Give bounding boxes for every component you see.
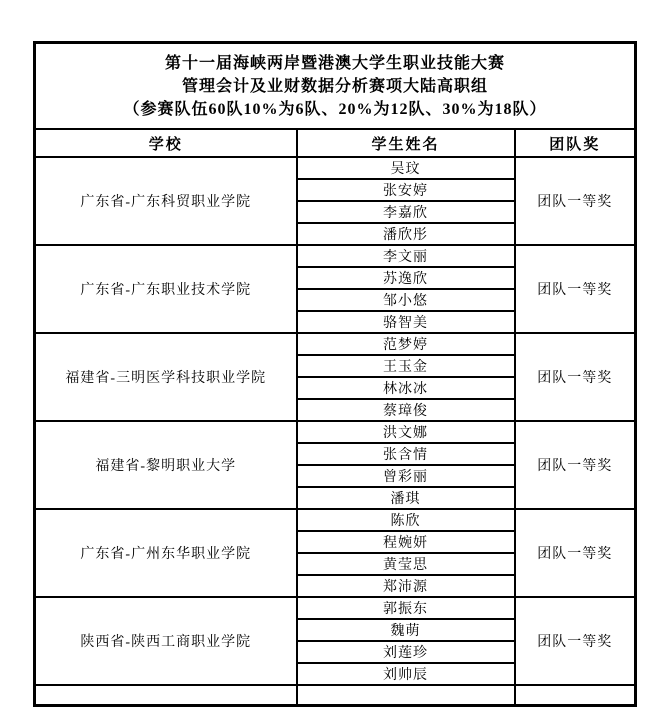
col-header-team-award: 团队奖 [515, 129, 636, 157]
student-name-cell: 刘莲珍 [297, 641, 515, 663]
student-name-cell: 曾彩丽 [297, 465, 515, 487]
title-line-2: 管理会计及业财数据分析赛项大陆高职组 [182, 77, 489, 95]
student-name-cell-partial [297, 685, 515, 706]
student-name-cell: 张含情 [297, 443, 515, 465]
student-name-cell: 洪文娜 [297, 421, 515, 443]
title-row [35, 43, 636, 130]
school-cell: 广东省-广东职业技术学院 [35, 245, 297, 333]
student-row [35, 245, 636, 267]
results-body [35, 157, 636, 706]
school-cell: 广东省-广州东华职业学院 [35, 509, 297, 597]
student-row [35, 421, 636, 443]
student-name-cell: 吴玟 [297, 157, 515, 179]
results-table [33, 41, 637, 707]
student-name-cell: 张安婷 [297, 179, 515, 201]
student-name-cell: 苏逸欣 [297, 267, 515, 289]
student-name-cell: 范梦婷 [297, 333, 515, 355]
partial-next-row [35, 685, 636, 706]
student-name-cell: 林冰冰 [297, 377, 515, 399]
col-header-student-name: 学生姓名 [297, 129, 515, 157]
student-name-cell: 邹小悠 [297, 289, 515, 311]
student-name-cell: 陈欣 [297, 509, 515, 531]
student-row [35, 597, 636, 619]
award-cell-partial [515, 685, 636, 706]
school-cell: 福建省-黎明职业大学 [35, 421, 297, 509]
table-header-row [35, 129, 636, 157]
student-name-cell: 刘帅辰 [297, 663, 515, 685]
title-line-1: 第十一届海峡两岸暨港澳大学生职业技能大赛 [165, 54, 506, 72]
award-cell: 团队一等奖 [515, 597, 636, 685]
student-name-cell: 黄莹思 [297, 553, 515, 575]
award-cell: 团队一等奖 [515, 245, 636, 333]
student-name-cell: 李文丽 [297, 245, 515, 267]
student-row [35, 509, 636, 531]
school-cell-partial [35, 685, 297, 706]
student-row [35, 157, 636, 179]
school-cell: 陕西省-陕西工商职业学院 [35, 597, 297, 685]
student-name-cell: 李嘉欣 [297, 201, 515, 223]
award-cell: 团队一等奖 [515, 157, 636, 245]
award-cell: 团队一等奖 [515, 421, 636, 509]
school-cell: 广东省-广东科贸职业学院 [35, 157, 297, 245]
school-cell: 福建省-三明医学科技职业学院 [35, 333, 297, 421]
student-row [35, 333, 636, 355]
student-name-cell: 潘欣彤 [297, 223, 515, 245]
student-name-cell: 郭振东 [297, 597, 515, 619]
title-line-3: （参赛队伍60队10%为6队、20%为12队、30%为18队） [123, 100, 547, 118]
student-name-cell: 程婉妍 [297, 531, 515, 553]
student-name-cell: 潘琪 [297, 487, 515, 509]
student-name-cell: 蔡璋俊 [297, 399, 515, 421]
award-cell: 团队一等奖 [515, 509, 636, 597]
col-header-school: 学校 [35, 129, 297, 157]
student-name-cell: 郑沛源 [297, 575, 515, 597]
award-cell: 团队一等奖 [515, 333, 636, 421]
student-name-cell: 骆智美 [297, 311, 515, 333]
student-name-cell: 魏萌 [297, 619, 515, 641]
document-title [35, 43, 636, 130]
student-name-cell: 王玉金 [297, 355, 515, 377]
